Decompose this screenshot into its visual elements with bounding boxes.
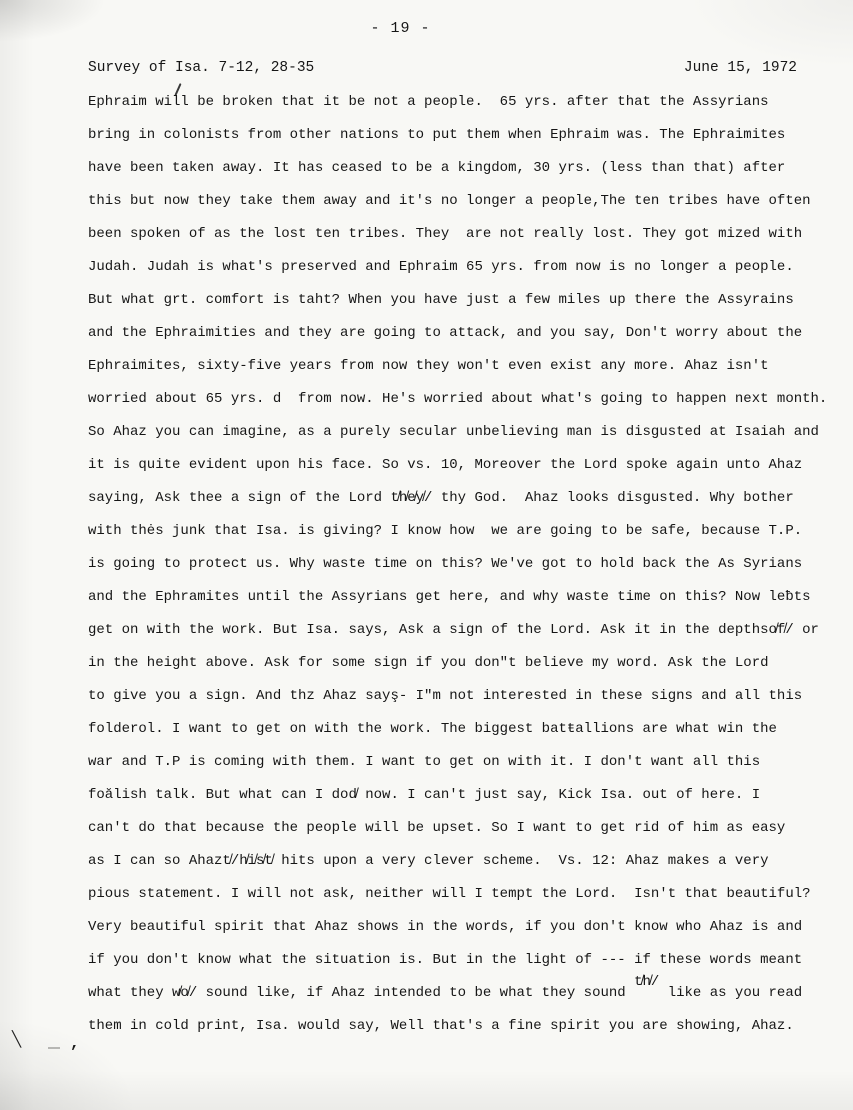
text-line: Ephraim will be broken that it be not a people. 65 yrs. after that the Assyrians [88,94,769,110]
text-line: worried about 65 yrs. d from now. He's worried about what's going to happen next month. [88,391,828,407]
text-line-segment: what they w̸o̸/ sound like, if Ahaz intended to be what they sound [88,985,635,1001]
text-line: pious statement. I will not ask, neither will I tempt the Lord. Isn't that beautiful? [88,886,811,902]
stray-ink-comma: , [70,1034,80,1052]
text-line: But what grt. comfort is taht? When you have just a few miles up there the Assyrains [88,292,794,308]
document-lines [88,86,829,1043]
text-line: Judah. Judah is what's preserved and Ephraim 65 yrs. from now is no longer a people. [88,259,794,275]
text-line: foălish talk. But what can I dod̸ now. I can't just say, Kick Isa. out of here. I [88,787,761,803]
document-title: Survey of Isa. 7-12, 28-35 [88,60,315,76]
text-line: them in cold print, Isa. would say, Well that's a fine spirit you are showing, Ahaz. [88,1018,794,1034]
text-line [88,974,829,1010]
text-line: is going to protect us. Why waste time on this? We've got to hold back the As Syrians [88,556,803,572]
text-line: get on with the work. But Isa. says, Ask a sign of the Lord. Ask it in the depthso̸f̸/ or [88,622,819,638]
text-line: folderol. I want to get on with the work. The biggest batŧallions are what win the [88,721,777,737]
text-line: with thės junk that Isa. is giving? I know how we are going to be safe, because T.P. [88,523,803,539]
page-number: - 19 - [370,20,431,37]
text-line: saying, Ask thee a sign of the Lord t̸h̸e̸y̸/ thy God. Ahaz looks disgusted. Why bother [88,490,794,506]
text-line: this but now they take them away and it's no longer a people,The ten tribes have often [88,193,811,209]
text-line: and the Ephraimities and they are going to attack, and you say, Don't worry about the [88,325,803,341]
text-line: So Ahaz you can imagine, as a purely secular unbelieving man is disgusted at Isaiah and [88,424,819,440]
stray-ink-dash [48,1047,60,1049]
text-line: to give you a sign. And thz Ahaz sayş- I"m not interested in these signs and all this [88,688,803,704]
text-line: as I can so Ahazt̸/h̸i̸s̸t̸ hits upon a very clever scheme. Vs. 12: Ahaz makes a very [88,853,769,869]
text-line: been spoken of as the lost ten tribes. They are not really lost. They got mized with [88,226,803,242]
page-header [88,60,797,76]
text-line-segment: like as you read [659,985,803,1001]
stray-ink-tick: ╲ [12,1032,24,1049]
text-line: it is quite evident upon his face. So vs. 10, Moreover the Lord spoke again unto Ahaz [88,457,803,473]
text-line: and the Ephramites until the Assyrians get here, and why waste time on this? Now leƀts [88,589,811,605]
text-line: can't do that because the people will be upset. So I want to get rid of him as easy [88,820,786,836]
text-line: if you don't know what the situation is. But in the light of --- if these words meant [88,952,803,968]
text-line: in the height above. Ask for some sign if you don"t believe my word. Ask the Lord [88,655,769,671]
text-line: war and T.P is coming with them. I want to get on with it. I don't want all this [88,754,761,770]
text-line: bring in colonists from other nations to put them when Ephraim was. The Ephraimites [88,127,786,143]
text-line: Very beautiful spirit that Ahaz shows in the words, if you don't know who Ahaz is and [88,919,803,935]
document-date: June 15, 1972 [683,60,797,76]
text-line: have been taken away. It has ceased to be a kingdom, 30 yrs. (less than that) after [88,160,786,176]
inserted-correction-text: t̸h̸/ [634,974,660,990]
text-line: Ephraimites, sixty-five years from now they won't even exist any more. Ahaz isn't [88,358,769,374]
